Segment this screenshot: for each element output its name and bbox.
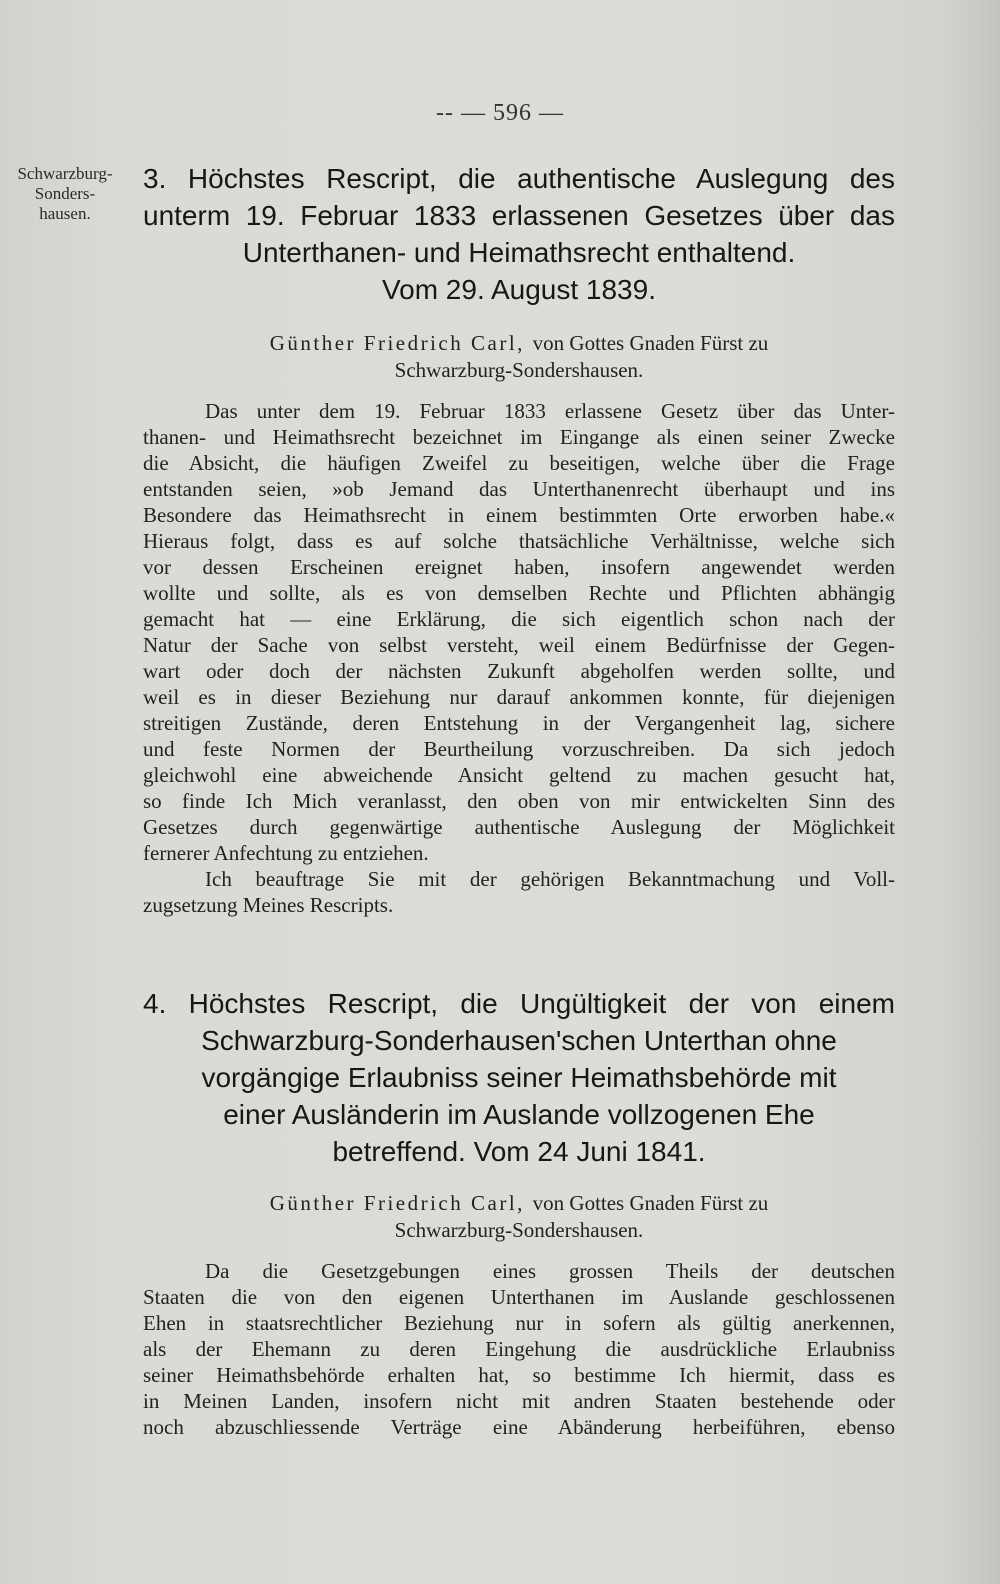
body-line: Natur der Sache von selbst versteht, weil einem Bedürfnisse der Gegen- (143, 633, 895, 657)
margin-note-line: Sonders- (34, 184, 96, 203)
body-line: Da die Gesetzgebungen eines grossen Theils der deutschen (205, 1259, 895, 1283)
section-title-line: vorgängige Erlaubniss seiner Heimathsbehörde mit (201, 1062, 837, 1093)
margin-note-line: hausen. (39, 204, 91, 223)
salutation-line: Schwarzburg-Sondershausen. (394, 1218, 644, 1242)
salutation-line (143, 330, 895, 357)
salutation-line (143, 1190, 895, 1217)
section-4-title (143, 985, 895, 1170)
body-line: vor dessen Erscheinen ereignet haben, insofern angewendet werden (143, 555, 895, 579)
body-line: weil es in dieser Beziehung nur darauf ankommen konnte, für diejenigen (143, 685, 895, 709)
body-line: noch abzuschliessende Verträge eine Abänderung herbeiführen, ebenso (143, 1415, 895, 1439)
body-line: Besondere das Heimathsrecht in einem bestimmten Orte erworben habe.« (143, 503, 895, 527)
body-line: als der Ehemann zu deren Eingehung die ausdrückliche Erlaubniss (143, 1337, 895, 1361)
section-title-line: betreffend. Vom 24 Juni 1841. (332, 1136, 706, 1167)
body-line: Das unter dem 19. Februar 1833 erlassene Gesetz über das Unter- (205, 399, 895, 423)
margin-note-line: Schwarzburg- (17, 164, 113, 183)
ruler-title: von Gottes Gnaden Fürst zu (532, 331, 769, 355)
section-3-body (143, 398, 895, 918)
body-line: seiner Heimathsbehörde erhalten hat, so bestimme Ich hiermit, dass es (143, 1363, 895, 1387)
body-line: gleichwohl eine abweichende Ansicht geltend zu machen gesucht hat, (143, 763, 895, 787)
section-4-body (143, 1258, 895, 1440)
section-title-line: 3. Höchstes Rescript, die authentische Auslegung des (143, 163, 895, 194)
section-title-line: Schwarzburg-Sonderhausen'schen Unterthan ohne (201, 1025, 837, 1056)
section-title-line: unterm 19. Februar 1833 erlassenen Gesetzes über das (143, 200, 895, 231)
body-line: gemacht hat — eine Erklärung, die sich eigentlich schon nach der (143, 607, 895, 631)
ruler-title: von Gottes Gnaden Fürst zu (532, 1191, 769, 1215)
body-line: in Meinen Landen, insofern nicht mit andren Staaten bestehende oder (143, 1389, 895, 1413)
margin-note (4, 164, 126, 224)
body-line: fernerer Anfechtung zu entziehen. (143, 841, 429, 865)
page-number: -- — 596 — (436, 100, 564, 126)
body-line: zugsetzung Meines Rescripts. (143, 893, 394, 917)
body-line: entstanden seien, »ob Jemand das Unterthanenrecht überhaupt und ins (143, 477, 895, 501)
ruler-name: Günther Friedrich Carl, (269, 331, 533, 355)
section-title-line: Vom 29. August 1839. (382, 274, 656, 305)
section-3-salutation (143, 330, 895, 384)
body-line: Hieraus folgt, dass es auf solche thatsächliche Verhältnisse, welche sich (143, 529, 895, 553)
ruler-name: Günther Friedrich Carl, (269, 1191, 533, 1215)
section-3-title (143, 160, 895, 308)
body-line: und feste Normen der Beurtheilung vorzuschreiben. Da sich jedoch (143, 737, 895, 761)
body-line: wart oder doch der nächsten Zukunft abgeholfen werden sollte, und (143, 659, 895, 683)
body-line: Ehen in staatsrechtlicher Beziehung nur in sofern als gültig anerkennen, (143, 1311, 895, 1335)
section-title-line: Unterthanen- und Heimathsrecht enthaltend. (242, 237, 796, 268)
salutation-line: Schwarzburg-Sondershausen. (394, 358, 644, 382)
body-line: so finde Ich Mich veranlasst, den oben von mir entwickelten Sinn des (143, 789, 895, 813)
body-line: die Absicht, die häufigen Zweifel zu beseitigen, welche über die Frage (143, 451, 895, 475)
body-line: thanen- und Heimathsrecht bezeichnet im Eingange als einen seiner Zwecke (143, 425, 895, 449)
section-title-line: 4. Höchstes Rescript, die Ungültigkeit der von einem (143, 988, 895, 1019)
body-line: streitigen Zustände, deren Entstehung in der Vergangenheit lag, sichere (143, 711, 895, 735)
body-line: Staaten die von den eigenen Unterthanen im Auslande geschlossenen (143, 1285, 895, 1309)
body-line: Gesetzes durch gegenwärtige authentische Auslegung der Möglichkeit (143, 815, 895, 839)
body-line: wollte und sollte, als es von demselben Rechte und Pflichten abhängig (143, 581, 895, 605)
section-4-salutation (143, 1190, 895, 1244)
section-title-line: einer Ausländerin im Auslande vollzogenen Ehe (223, 1099, 815, 1130)
body-line: Ich beauftrage Sie mit der gehörigen Bekanntmachung und Voll- (205, 867, 895, 891)
